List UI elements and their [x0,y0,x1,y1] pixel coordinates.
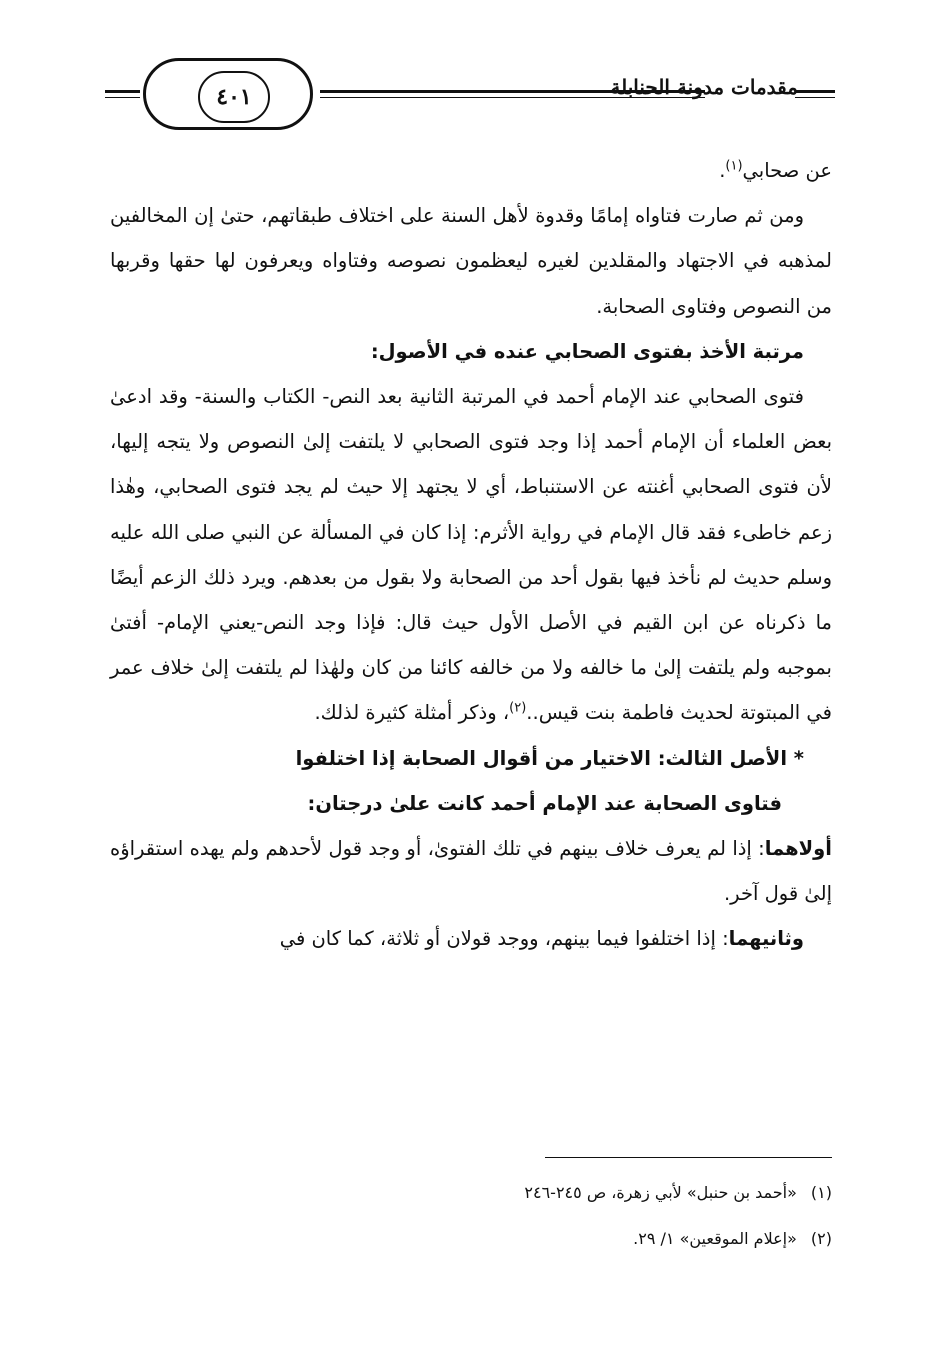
page-number: ٤٠١ [198,71,270,123]
paragraph-text: : إذا لم يعرف خلاف بينهم في تلك الفتوىٰ، أو وجد قول لأحدهم ولم يهده استقراؤه إلىٰ قول آخر. [110,837,832,906]
paragraph [110,826,832,916]
paragraph: ومن ثم صارت فتاواه إمامًا وقدوة لأهل السنة على اختلاف طبقاتهم، حتىٰ إن المخالفين لمذهبه في الاجتهاد والمقلدين لغيره ليعظمون نصوصه وفتاواه ويعرفون لها حقها وقربها من النصوص وفتاوى الصحابة. [110,204,832,318]
footnote-text: «إعلام الموقعين» ١/ ٢٩. [633,1229,797,1248]
footnote-ref: (٢) [509,700,527,716]
lead-term: أولاهما [764,837,832,861]
paragraph [110,374,832,736]
lead-term: وثانيهما [728,927,804,951]
paragraph-continuation [110,148,832,193]
header-rule [795,90,835,93]
main-text [110,148,832,962]
footnotes [110,1170,832,1262]
paragraph-text: عن صحابي [742,159,832,182]
paragraph [110,916,832,961]
footnote-number: (١) [810,1183,832,1202]
footnote-number: (٢) [810,1229,832,1248]
sub-heading: فتاوى الصحابة عند الإمام أحمد كانت علىٰ درجتان: [307,791,782,815]
footnote [110,1216,832,1262]
footnote-text: «أحمد بن حنبل» لأبي زهرة، ص ٢٤٥-٢٤٦ [524,1183,797,1202]
header-rule [105,97,140,98]
footnote-separator [545,1157,832,1158]
footnote [110,1170,832,1216]
header-rule [795,97,835,98]
paragraph-text: ، وذكر أمثلة كثيرة لذلك. [314,701,510,725]
page-number-frame [143,58,313,130]
section-heading: * الأصل الثالث: الاختيار من أقوال الصحابة إذا اختلفوا [295,746,804,770]
running-header [105,55,835,135]
paragraph-text: فتوى الصحابي عند الإمام أحمد في المرتبة الثانية بعد النص- الكتاب والسنة- وقد ادعىٰ بعض العلماء أن الإمام أحمد إذا وجد فتوى الصحابي لا يلتفت إلىٰ النصوص ولا يتجه إليها، لأن فتوى الصحابي أغنته عن الاستنباط، أي لا يجتهد إلا حيث لم يجد فتوى الصحابي، وهٰذا زعم خاطىء فقد قال الإمام في رواية الأثرم: إذا كان في المسألة عن النبي صلى الله عليه وسلم حديث لم نأخذ فيها بقول أحد من الصحابة ولا بقول من بعدهم. ويرد ذلك الزعم أيضًا ما ذكرناه عن ابن القيم في الأصل الأول حيث قال: فإذا وجد النص-يعني الإمام- أفتىٰ بموجبه ولم يلتفت إلىٰ ما خالفه ولا من خالفه كائنا من كان ولهٰذا لم يلتفت إلىٰ خلاف عمر في المبتوتة لحديث فاطمة بنت قيس.. [110,385,832,725]
paragraph-text: . [719,159,726,182]
footnote-ref: (١) [725,158,743,174]
header-rule [105,90,140,93]
paragraph-text: : إذا اختلفوا فيما بينهم، ووجد قولان أو ثلاثة، كما كان في [279,927,729,951]
section-heading: مرتبة الأخذ بفتوى الصحابي عنده في الأصول: [370,339,804,363]
running-title: مقدمات مدونة الحنابلة [610,75,798,99]
